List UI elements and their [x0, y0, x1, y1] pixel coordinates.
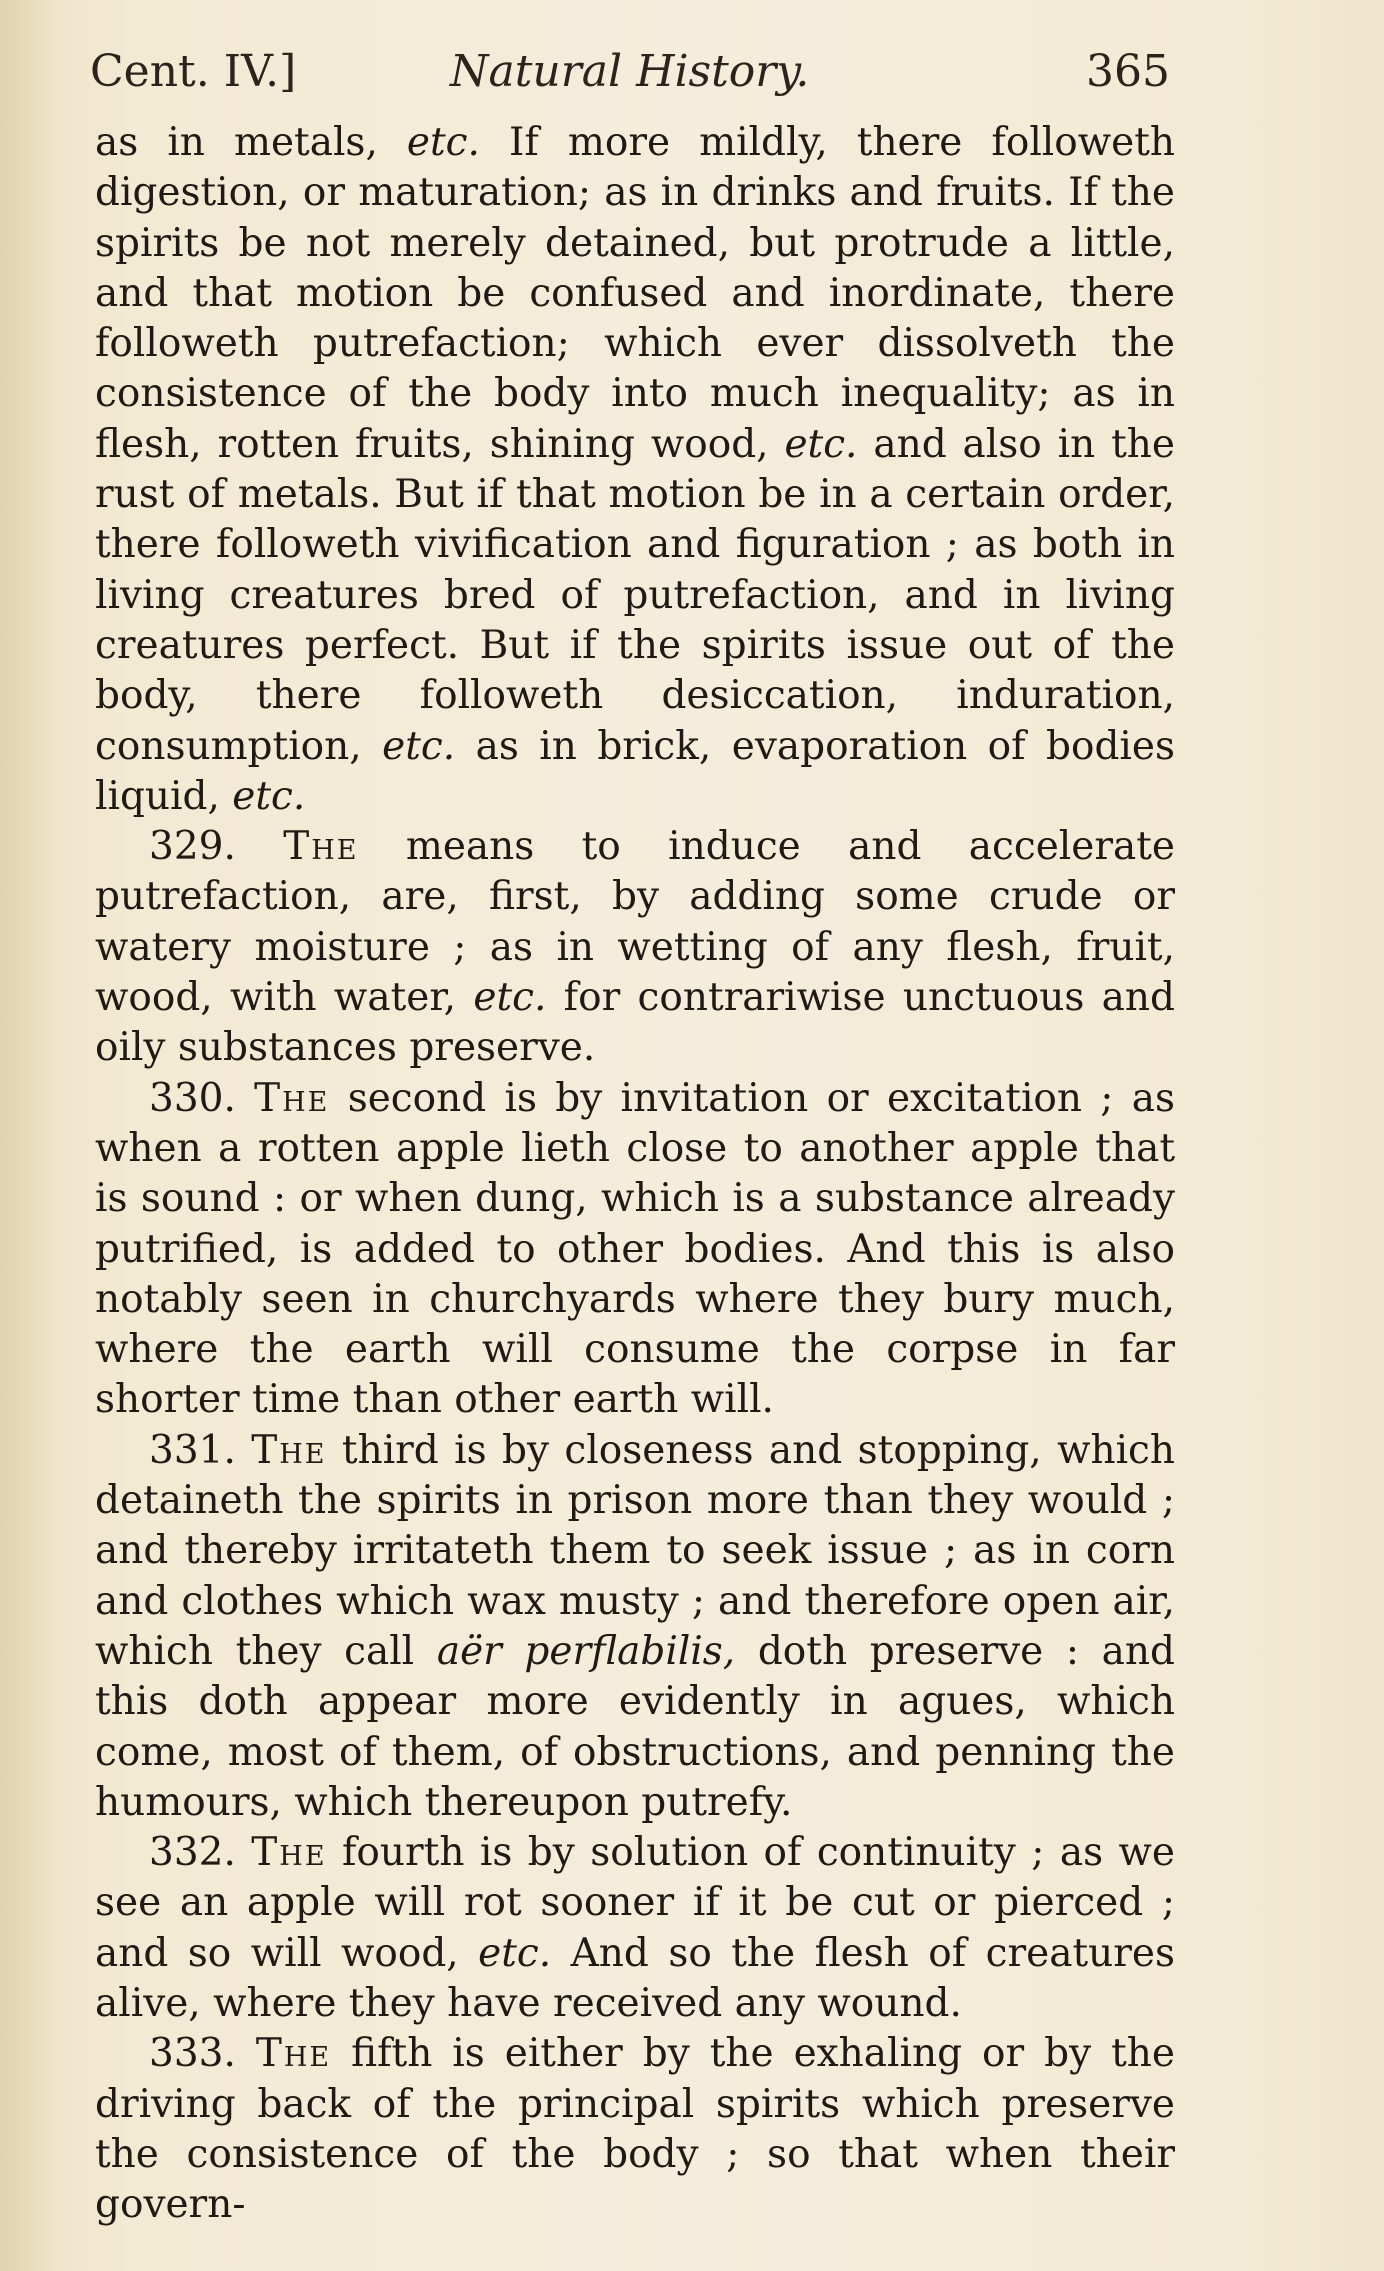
page-gutter-shadow — [0, 0, 60, 2271]
paragraph-332 — [95, 1828, 1175, 2029]
italic-run: aër perflabilis, — [436, 1628, 736, 1674]
paragraph-330 — [95, 1074, 1175, 1426]
paragraph-number: 332. — [149, 1830, 252, 1876]
text-run: fourth is by solution of continuity ; as we see an apple will rot sooner if it be cut or pierced ; and so will wood, — [95, 1830, 1176, 1976]
text-run: for contrariwise unctuous and oily substances preserve. — [95, 975, 1175, 1071]
paragraph-331 — [95, 1426, 1175, 1828]
text-run: fifth is either by the exhaling or by the driving back of the principal spirits which preserve the consistence of the body ; so that when their govern- — [95, 2031, 1175, 2228]
italic-run: etc. — [784, 421, 858, 467]
small-caps-lead: The — [251, 1427, 327, 1473]
italic-run: etc. — [473, 975, 547, 1021]
text-run: means to induce and accelerate putrefaction, are, first, by adding some crude or watery moisture ; as in wetting of any flesh, fruit, wood, with water, — [95, 824, 1176, 1021]
paragraph-number: 333. — [149, 2031, 256, 2077]
paragraph-number: 330. — [149, 1075, 255, 1121]
header-title: Natural History. — [450, 46, 810, 97]
body-text — [95, 118, 1175, 2230]
paragraph-number: 331. — [149, 1427, 252, 1473]
text-run: If more mildly, there followeth digestion, or maturation; as in drinks and fruits. If the spirits be not merely detained, but protrude a little, and that motion be confused and inordinate, there followeth putrefaction; which ever dissolveth the consistence of the body into much inequality; as in flesh, rotten fruits, shining wood, — [95, 120, 1176, 467]
text-run: doth preserve : and this doth appear more evidently in agues, which come, most of them, of obstructions, and penning the humours, which thereupon putrefy. — [95, 1628, 1175, 1825]
italic-run: etc. — [232, 773, 306, 819]
italic-run: etc. — [382, 723, 456, 769]
paragraph-329 — [95, 822, 1175, 1073]
small-caps-lead: The — [251, 1830, 327, 1876]
running-header — [90, 44, 1170, 100]
italic-run: etc. — [478, 1930, 552, 1976]
small-caps-lead: The — [283, 824, 359, 870]
paragraph-number: 329. — [149, 824, 284, 870]
small-caps-lead: The — [255, 2031, 332, 2077]
header-section: Cent. IV.] — [90, 46, 297, 97]
italic-run: etc. — [406, 120, 480, 165]
paragraph-333 — [95, 2029, 1175, 2230]
text-run: as in metals, — [95, 120, 407, 165]
text-run: second is by invitation or excitation ; as when a rotten apple lieth close to another apple that is sound : or when dung, which is a substance already putrified, is added to other bodies. And this is also notably seen in churchyards where they bury much, where the earth will consume the corpse in far shorter time than other earth will. — [95, 1075, 1175, 1423]
text-run: as in brick, evaporation of bodies liquid, — [95, 723, 1176, 819]
text-run: And so the flesh of creatures alive, where they have received any wound. — [95, 1930, 1175, 2026]
text-run: third is by closeness and stopping, which detaineth the spirits in prison more than they would ; and thereby irritateth them to seek issue ; as in corn and clothes which wax musty ; and therefore open air, which they call — [95, 1427, 1176, 1674]
text-run: and also in the rust of metals. But if that motion be in a certain order, there followeth vivification and figuration ; as both in living creatures bred of putrefaction, and in living creatures perfect. But if the spirits issue out of the body, there followeth desiccation, induration, consumption, — [95, 421, 1175, 769]
page-number: 365 — [1086, 46, 1170, 97]
paragraph-continued — [95, 118, 1175, 822]
small-caps-lead: The — [254, 1075, 330, 1121]
